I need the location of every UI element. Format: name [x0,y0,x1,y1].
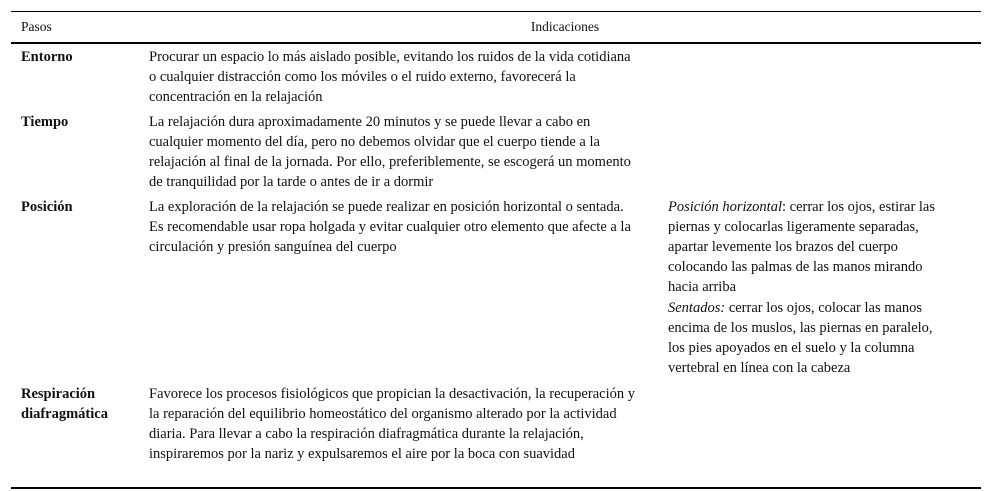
table-header-row [11,12,981,44]
detail-horizontal-label: Posición horizontal [668,199,782,215]
step-description: Favorece los procesos fisiológicos que propician la desactivación, la recuperación y la reparación del equilibrio homeostático del organismo alterado por la actividad diaria. Para llevar a cabo la respiración diafragmática durante la relajación, inspiraremos por la nariz y expulsaremos el aire por la boca con suavidad [149,386,635,462]
table-row [11,109,981,194]
detail-horizontal-text: : cerrar los ojos, estirar las piernas y colocarlas ligeramente separadas, apartar levemente los brazos del cuerpo colocando las palmas de las manos mirando hacia arriba [668,199,936,295]
step-description: La exploración de la relajación se puede realizar en posición horizontal o sentada. Es recomendable usar ropa holgada y evitar cualquier otro elemento que afecte a la circulación y presión sanguínea del cuerpo [149,199,631,255]
step-label: Entorno [21,49,73,65]
step-detail-empty [668,381,981,488]
step-description: Procurar un espacio lo más aislado posible, evitando los ruidos de la vida cotidiana o cualquier distracción como los móviles o el ruido externo, favorecerá la concentración en la relajación [149,49,631,105]
relaxation-steps-table [11,11,981,489]
step-detail [668,194,981,381]
detail-sentados-text: cerrar los ojos, colocar las manos encima de los muslos, las piernas en paralelo, los pies apoyados en el suelo y la columna vertebral en línea con la cabeza [668,300,933,376]
step-label: Tiempo [21,114,69,130]
step-detail-empty [668,109,981,194]
step-detail-empty [668,43,981,109]
table-row [11,381,981,488]
detail-sentados [668,298,953,378]
header-pasos: Pasos [21,19,52,34]
step-label: Posición [21,199,73,215]
detail-sentados-label: Sentados: [668,300,726,316]
step-label: Respiración diafragmática [21,386,108,422]
relaxation-steps-table-container [11,11,981,489]
step-description: La relajación dura aproximadamente 20 minutos y se puede llevar a cabo en cualquier momento del día, pero no debemos olvidar que el cuerpo tiende a la relajación al final de la jornada. Por ello, preferiblemente, se escogerá un momento de tranquilidad por la tarde o antes de ir a dormir [149,114,631,190]
detail-horizontal [668,197,953,297]
header-indicaciones: Indicaciones [530,19,600,34]
table-row [11,194,981,381]
table-row [11,43,981,109]
